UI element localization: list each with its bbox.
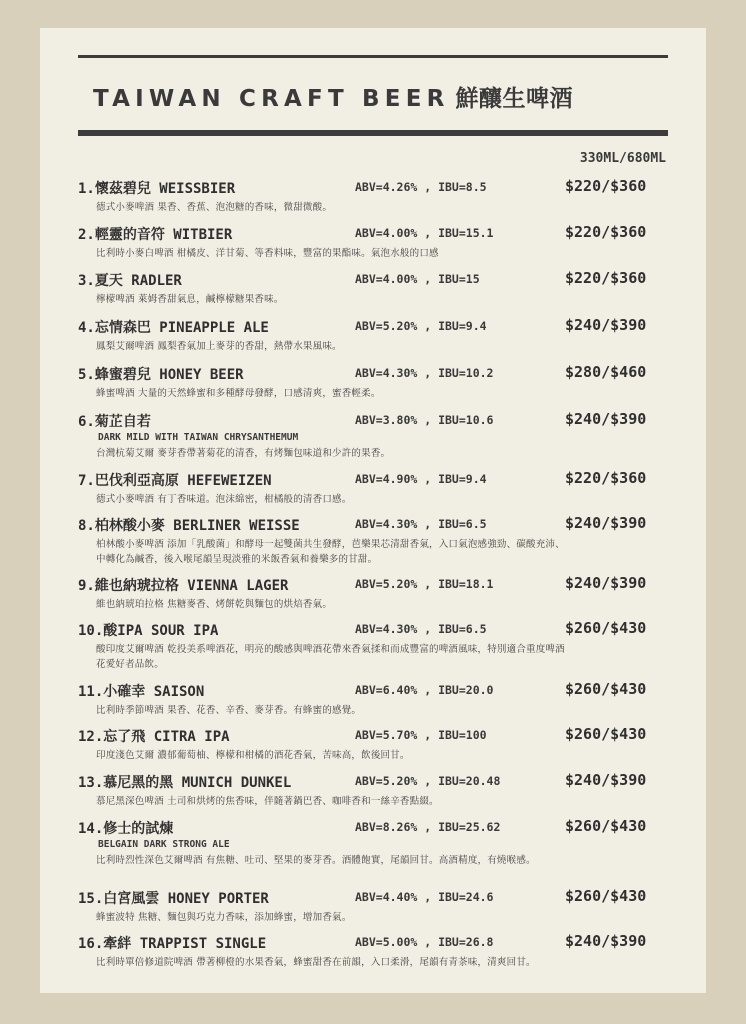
beer-item bbox=[78, 364, 678, 401]
beer-name: 10.酸IPA SOUR IPA bbox=[78, 623, 219, 639]
beer-item bbox=[78, 933, 678, 970]
beer-price: $240/$390 bbox=[565, 514, 647, 532]
beer-description: 比利時單倍修道院啤酒 帶著柳橙的水果香氣，蜂蜜甜香在前韻，入口柔滑，尾韻有青茶味，清爽回甘。 bbox=[96, 957, 536, 968]
beer-name: 3.夏天 RADLER bbox=[78, 273, 182, 289]
beer-name: 8.柏林酸小麥 BERLINER WEISSE bbox=[78, 518, 300, 534]
beer-price: $240/$390 bbox=[565, 410, 647, 428]
menu-title bbox=[93, 80, 573, 113]
beer-name: 12.忘了飛 CITRA IPA bbox=[78, 729, 230, 745]
beer-price: $220/$360 bbox=[565, 223, 647, 241]
beer-abv-ibu: ABV=5.20% , IBU=18.1 bbox=[355, 577, 494, 591]
beer-price: $220/$360 bbox=[565, 177, 647, 195]
beer-subtitle: BELGAIN DARK STRONG ALE bbox=[98, 839, 230, 850]
beer-description: 比利時烈性深色艾爾啤酒 有焦糖、吐司、堅果的麥芽香。酒體飽實，尾韻回甘。高酒精度，有燒喉感。 bbox=[96, 855, 536, 866]
beer-name: 7.巴伐利亞高原 HEFEWEIZEN bbox=[78, 473, 272, 489]
title-chinese: 鮮釀生啤酒 bbox=[455, 86, 574, 112]
beer-price: $240/$390 bbox=[565, 574, 647, 592]
beer-price: $260/$430 bbox=[565, 680, 647, 698]
beer-abv-ibu: ABV=4.00% , IBU=15 bbox=[355, 272, 480, 286]
beer-abv-ibu: ABV=3.80% , IBU=10.6 bbox=[355, 413, 494, 427]
beer-name: 6.菊芷自若 bbox=[78, 414, 151, 430]
beer-description: 德式小麥啤酒 有丁香味道。泡沫綿密，柑橘般的清香口感。 bbox=[96, 494, 352, 505]
beer-item bbox=[78, 888, 678, 925]
beer-description: 比利時小麥白啤酒 柑橘皮、洋甘菊、等香料味，豐富的果酯味。氣泡水般的口感 bbox=[96, 248, 439, 259]
beer-item bbox=[78, 772, 678, 809]
beer-item bbox=[78, 575, 678, 612]
beer-description: 維也納琥珀拉格 焦糖麥香、烤餅乾與麵包的烘焙香氣。 bbox=[96, 599, 333, 610]
beer-item bbox=[78, 224, 678, 261]
beer-name: 15.白宮風雲 HONEY PORTER bbox=[78, 891, 269, 907]
title-english: TAIWAN CRAFT BEER bbox=[93, 86, 450, 112]
beer-abv-ibu: ABV=4.90% , IBU=9.4 bbox=[355, 472, 487, 486]
beer-item bbox=[78, 681, 678, 718]
beer-description: 台灣杭菊艾爾 麥芽香帶著菊花的清香，有烤麵包味道和少許的果香。 bbox=[96, 448, 391, 459]
beer-description: 德式小麥啤酒 果香、香蕉、泡泡糖的香味，微甜微酸。 bbox=[96, 202, 333, 213]
beer-name: 11.小確幸 SAISON bbox=[78, 684, 205, 700]
beer-item bbox=[78, 818, 678, 868]
beer-abv-ibu: ABV=4.30% , IBU=6.5 bbox=[355, 517, 487, 531]
beer-price: $220/$360 bbox=[565, 469, 647, 487]
beer-price: $240/$390 bbox=[565, 932, 647, 950]
beer-description: 酸印度艾爾啤酒 乾投美系啤酒花，明亮的酸感與啤酒花帶來香氣揉和而成豐富的啤酒風味，特別適合重度啤酒花愛好者品飲。 bbox=[96, 644, 565, 670]
beer-abv-ibu: ABV=4.30% , IBU=10.2 bbox=[355, 366, 494, 380]
beer-subtitle: DARK MILD WITH TAIWAN CHRYSANTHEMUM bbox=[98, 432, 299, 443]
beer-name: 13.慕尼黑的黑 MUNICH DUNKEL bbox=[78, 775, 292, 791]
beer-abv-ibu: ABV=4.30% , IBU=6.5 bbox=[355, 622, 487, 636]
beer-abv-ibu: ABV=4.40% , IBU=24.6 bbox=[355, 890, 494, 904]
beer-abv-ibu: ABV=5.70% , IBU=100 bbox=[355, 728, 487, 742]
beer-name: 2.輕靈的音符 WITBIER bbox=[78, 227, 233, 243]
beer-abv-ibu: ABV=4.00% , IBU=15.1 bbox=[355, 226, 494, 240]
top-rule bbox=[78, 55, 668, 58]
beer-description: 柏林酸小麥啤酒 添加「乳酸菌」和酵母一起雙菌共生發酵，芭樂果芯清甜香氣，入口氣泡感強勁、碳酸充沛、中轉化為鹹香，後入喉尾韻呈現淡雅的米飯香氣和養樂多的甘甜。 bbox=[96, 539, 565, 565]
menu-paper bbox=[40, 28, 706, 993]
beer-item bbox=[78, 726, 678, 763]
beer-item bbox=[78, 411, 678, 461]
beer-abv-ibu: ABV=8.26% , IBU=25.62 bbox=[355, 820, 501, 834]
beer-price: $240/$390 bbox=[565, 771, 647, 789]
beer-price: $260/$430 bbox=[565, 817, 647, 835]
beer-name: 14.修士的試煉 bbox=[78, 821, 174, 837]
title-underline bbox=[78, 130, 668, 136]
beer-name: 16.牽絆 TRAPPIST SINGLE bbox=[78, 936, 267, 952]
beer-price: $220/$360 bbox=[565, 269, 647, 287]
beer-item bbox=[78, 620, 678, 672]
beer-description: 蜂蜜波特 焦糖、麵包與巧克力香味，添加蜂蜜，增加香氣。 bbox=[96, 912, 352, 923]
beer-description: 印度淺色艾爾 濃郁葡萄柚、檸檬和柑橘的酒花香氣，苦味高，飲後回甘。 bbox=[96, 750, 410, 761]
beer-abv-ibu: ABV=6.40% , IBU=20.0 bbox=[355, 683, 494, 697]
beer-price: $280/$460 bbox=[565, 363, 647, 381]
beer-abv-ibu: ABV=4.26% , IBU=8.5 bbox=[355, 180, 487, 194]
beer-item bbox=[78, 317, 678, 354]
beer-description: 慕尼黑深色啤酒 土司和烘烤的焦香味，伴隨著鍋巴香、咖啡香和一絲辛香點綴。 bbox=[96, 796, 439, 807]
beer-name: 9.維也納琥拉格 VIENNA LAGER bbox=[78, 578, 289, 594]
beer-price: $260/$430 bbox=[565, 619, 647, 637]
beer-description: 比利時季節啤酒 果香、花香、辛香、麥芽香。有蜂蜜的感覺。 bbox=[96, 705, 362, 716]
beer-name: 1.懷茲碧兒 WEISSBIER bbox=[78, 181, 236, 197]
beer-description: 檸檬啤酒 萊姆香甜氣息，鹹檸檬糖果香味。 bbox=[96, 294, 284, 305]
beer-item bbox=[78, 270, 678, 307]
beer-price: $240/$390 bbox=[565, 316, 647, 334]
beer-price: $260/$430 bbox=[565, 887, 647, 905]
beer-item bbox=[78, 515, 678, 567]
size-header: 330ML/680ML bbox=[579, 151, 666, 166]
beer-description: 鳳梨艾爾啤酒 鳳梨香氣加上麥芽的香甜，熱帶水果風味。 bbox=[96, 341, 342, 352]
beer-item bbox=[78, 178, 678, 215]
beer-name: 5.蜂蜜碧兒 HONEY BEER bbox=[78, 367, 244, 383]
beer-price: $260/$430 bbox=[565, 725, 647, 743]
beer-item bbox=[78, 470, 678, 507]
beer-abv-ibu: ABV=5.00% , IBU=26.8 bbox=[355, 935, 494, 949]
beer-name: 4.忘情森巴 PINEAPPLE ALE bbox=[78, 320, 269, 336]
beer-abv-ibu: ABV=5.20% , IBU=20.48 bbox=[355, 774, 501, 788]
beer-description: 蜂蜜啤酒 大量的天然蜂蜜和多種酵母發酵，口感清爽，蜜香輕柔。 bbox=[96, 388, 381, 399]
beer-abv-ibu: ABV=5.20% , IBU=9.4 bbox=[355, 319, 487, 333]
